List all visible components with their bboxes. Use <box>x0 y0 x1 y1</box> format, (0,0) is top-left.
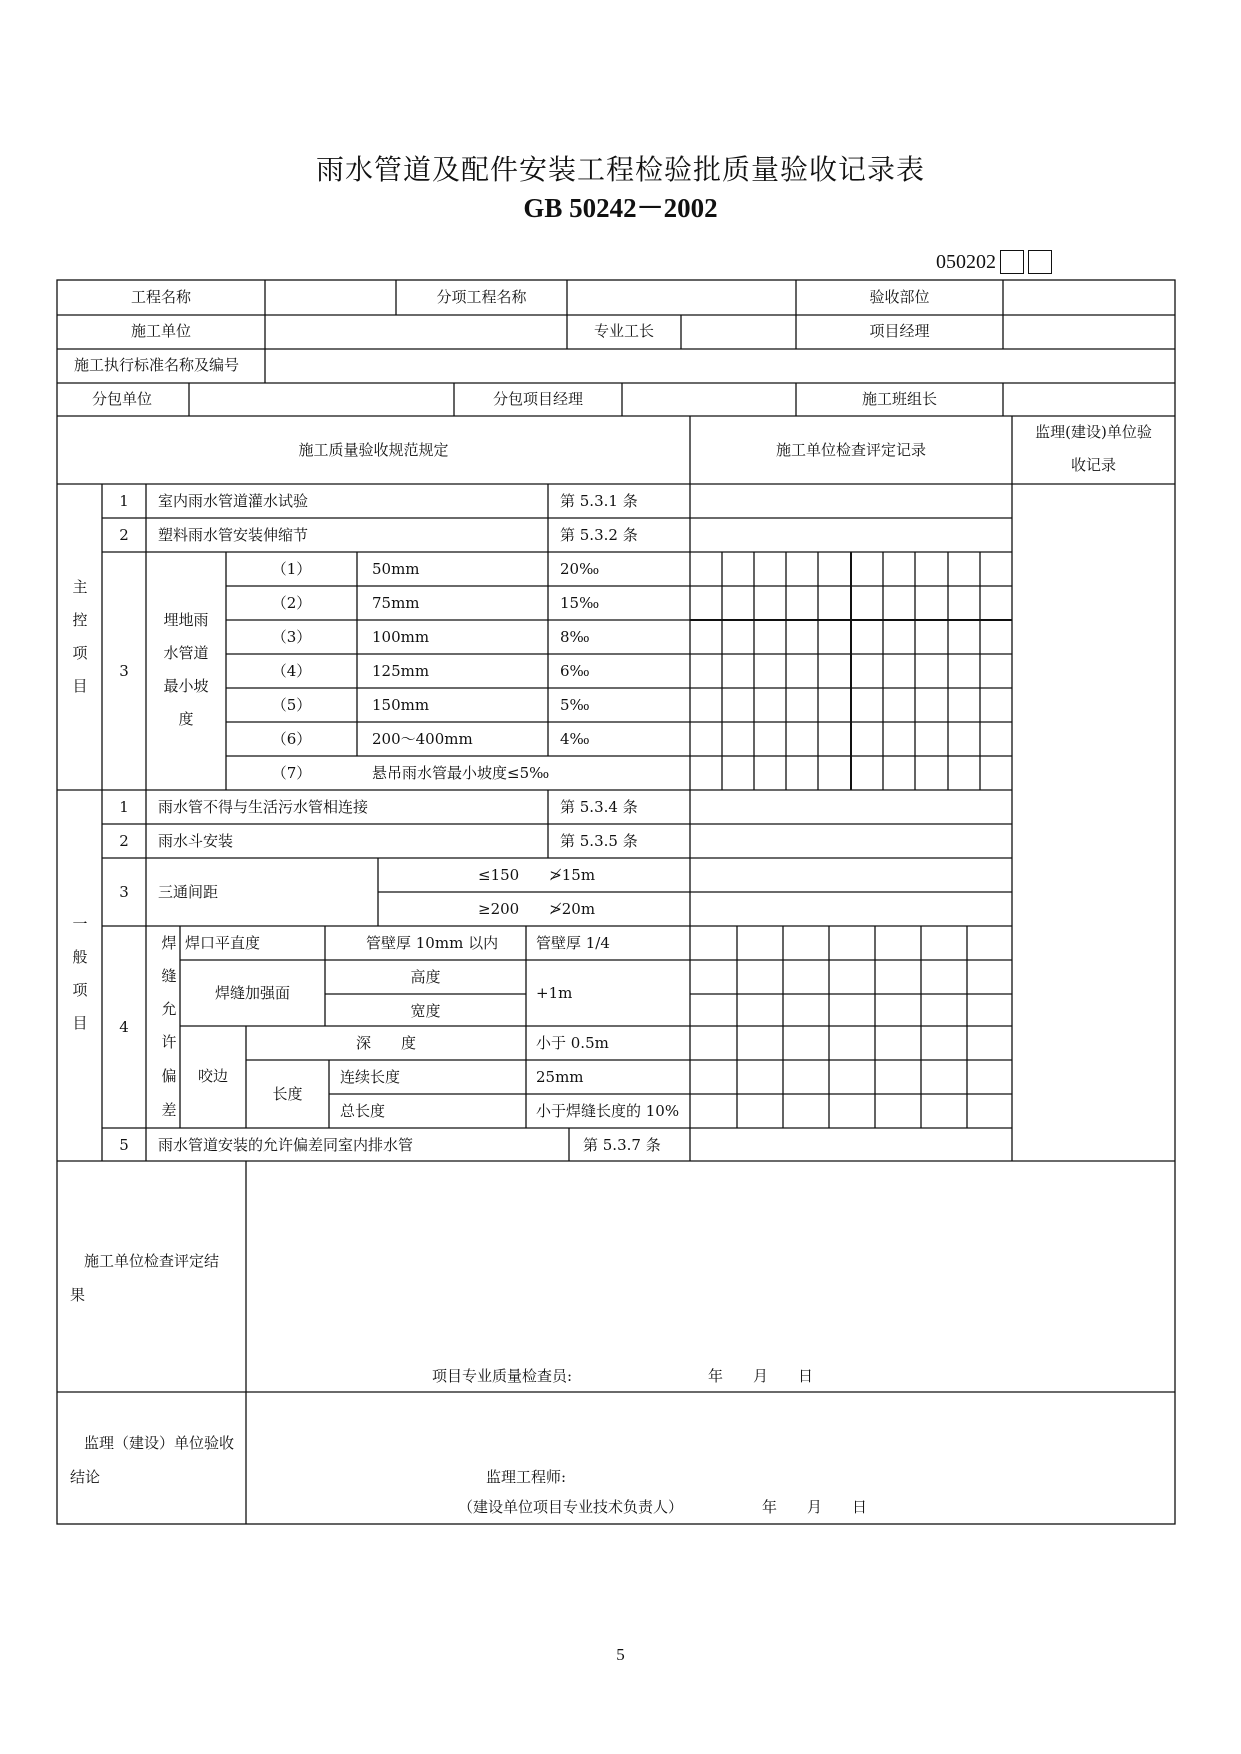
column-check-record: 施工单位检查评定记录 <box>775 441 926 459</box>
conclusion-date: 年 月 日 <box>762 1498 868 1516</box>
conclusion-engineer: 监理工程师: <box>486 1468 567 1486</box>
form-number-text: 050202 <box>936 250 996 273</box>
result-inspector: 项目专业质量检查员: <box>432 1367 573 1385</box>
main-item-2-ref: 第 5.3.2 条 <box>560 526 638 544</box>
weld-label-5: 偏 <box>161 1067 177 1085</box>
weld-label-3: 允 <box>161 1000 177 1018</box>
slope-row-6-dia: 200～400mm <box>372 730 473 748</box>
general-item-3-text: 三通间距 <box>158 883 219 901</box>
label-subcontract-manager: 分包项目经理 <box>492 390 583 408</box>
general-item-2-ref: 第 5.3.5 条 <box>560 832 638 850</box>
general-item-1-ref: 第 5.3.4 条 <box>560 798 638 816</box>
label-subcontract-unit: 分包单位 <box>92 390 153 408</box>
label-construction-unit: 施工单位 <box>130 322 191 340</box>
weld-cont-length-label: 连续长度 <box>340 1068 401 1086</box>
tee-spacing-2: ≥200 ≯20m <box>478 900 596 918</box>
conclusion-note: （建设单位项目专业技术负责人） <box>458 1498 684 1516</box>
slope-row-6-val: 4‰ <box>560 730 590 748</box>
general-item-2-no: 2 <box>119 832 129 850</box>
main-label-4: 目 <box>72 677 88 695</box>
slope-row-2-dia: 75mm <box>372 594 420 612</box>
weld-flatness-cond: 管壁厚 10mm 以内 <box>366 934 499 952</box>
general-label-4: 目 <box>72 1014 88 1032</box>
slope-row-4-no: （4） <box>271 662 312 680</box>
general-item-5-text: 雨水管道安装的允许偏差同室内排水管 <box>158 1136 414 1154</box>
result-label-line2: 果 <box>70 1286 86 1304</box>
weld-label-6: 差 <box>161 1101 177 1119</box>
slope-row-2-val: 15‰ <box>560 594 600 612</box>
label-foreman: 专业工长 <box>593 322 654 340</box>
general-item-2-text: 雨水斗安装 <box>158 832 234 850</box>
general-label-2: 般 <box>72 948 88 966</box>
slope-label-3: 最小坡 <box>163 677 209 695</box>
slope-row-3-no: （3） <box>271 628 312 646</box>
main-label-1: 主 <box>72 578 88 596</box>
slope-row-2-no: （2） <box>271 594 312 612</box>
label-standard-name: 施工执行标准名称及编号 <box>74 356 240 374</box>
label-sub-project-name: 分项工程名称 <box>436 288 527 306</box>
general-label-3: 项 <box>72 981 88 999</box>
weld-total-length-label: 总长度 <box>340 1102 386 1120</box>
result-date: 年 月 日 <box>708 1367 814 1385</box>
slope-row-5-val: 5‰ <box>560 696 590 714</box>
column-supervisor-line1: 监理(建设)单位验 <box>1035 423 1152 441</box>
main-item-2-text: 塑料雨水管安装伸缩节 <box>158 526 309 544</box>
slope-row-5-no: （5） <box>271 696 312 714</box>
weld-depth-label: 深 度 <box>355 1034 416 1052</box>
label-project-manager: 项目经理 <box>869 322 930 340</box>
general-item-5-no: 5 <box>119 1136 129 1154</box>
slope-row-3-val: 8‰ <box>560 628 590 646</box>
weld-length-label: 长度 <box>272 1085 303 1103</box>
weld-label-1: 焊 <box>161 934 177 952</box>
tee-spacing-1: ≤150 ≯15m <box>478 866 596 884</box>
slope-row-1-val: 20‰ <box>560 560 600 578</box>
slope-row-4-dia: 125mm <box>372 662 430 680</box>
weld-width-label: 宽度 <box>410 1002 441 1020</box>
main-label-2: 控 <box>72 611 88 629</box>
main-label-3: 项 <box>72 644 88 662</box>
general-item-5-ref: 第 5.3.7 条 <box>583 1136 661 1154</box>
weld-reinforcement-val: +1m <box>536 984 573 1002</box>
general-item-4-no: 4 <box>119 1018 129 1036</box>
general-item-3-no: 3 <box>119 883 129 901</box>
slope-row-1-dia: 50mm <box>372 560 420 578</box>
slope-row-7-no: （7） <box>271 764 312 782</box>
weld-label-4: 许 <box>161 1033 177 1051</box>
main-item-2-no: 2 <box>119 526 129 544</box>
general-label-1: 一 <box>72 915 88 933</box>
weld-flatness-label: 焊口平直度 <box>185 934 261 952</box>
weld-depth-val: 小于 0.5m <box>536 1034 609 1052</box>
weld-label-2: 缝 <box>161 967 177 985</box>
slope-row-5-dia: 150mm <box>372 696 430 714</box>
page-number: 5 <box>616 1645 625 1664</box>
form-title: 雨水管道及配件安装工程检验批质量验收记录表 <box>315 153 925 186</box>
weld-cont-length-val: 25mm <box>536 1068 584 1086</box>
result-label-line1: 施工单位检查评定结 <box>84 1252 220 1270</box>
general-item-1-no: 1 <box>119 798 129 816</box>
main-item-1-ref: 第 5.3.1 条 <box>560 492 638 510</box>
main-item-1-no: 1 <box>119 492 129 510</box>
slope-label-1: 埋地雨 <box>163 611 209 629</box>
slope-row-1-no: （1） <box>271 560 312 578</box>
label-project-name: 工程名称 <box>130 288 191 306</box>
column-supervisor-line2: 收记录 <box>1070 456 1116 474</box>
column-spec: 施工质量验收规范规定 <box>298 441 449 459</box>
general-item-1-text: 雨水管不得与生活污水管相连接 <box>158 798 369 816</box>
label-acceptance-part: 验收部位 <box>869 288 930 306</box>
conclusion-label-line1: 监理（建设）单位验收 <box>84 1434 235 1452</box>
weld-total-length-val: 小于焊缝长度的 10% <box>536 1102 680 1120</box>
slope-row-4-val: 6‰ <box>560 662 590 680</box>
weld-height-label: 高度 <box>410 968 441 986</box>
standard-code: GB 50242－2002 <box>523 193 718 223</box>
weld-flatness-val: 管壁厚 1/4 <box>536 934 610 952</box>
slope-row-7-dia: 悬吊雨水管最小坡度≤5‰ <box>372 764 550 782</box>
main-item-1-text: 室内雨水管道灌水试验 <box>158 492 309 510</box>
main-item-3-no: 3 <box>119 662 129 680</box>
slope-row-6-no: （6） <box>271 730 312 748</box>
weld-reinforcement-label: 焊缝加强面 <box>214 984 290 1002</box>
slope-label-2: 水管道 <box>163 644 209 662</box>
slope-row-3-dia: 100mm <box>372 628 430 646</box>
weld-undercut-label: 咬边 <box>197 1067 228 1085</box>
table-lines <box>57 280 1175 1524</box>
conclusion-label-line2: 结论 <box>70 1468 101 1486</box>
label-team-leader: 施工班组长 <box>861 390 937 408</box>
slope-label-4: 度 <box>178 710 194 728</box>
